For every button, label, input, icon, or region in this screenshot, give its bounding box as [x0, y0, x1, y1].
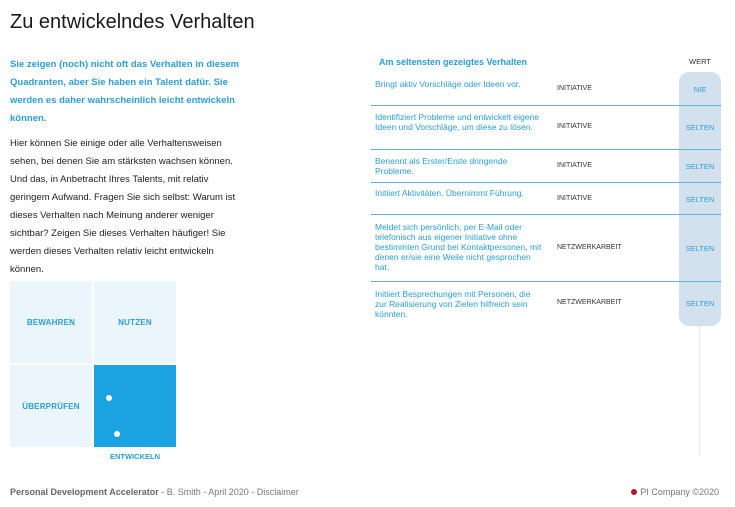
- behavior-text: Bringt aktiv Vorschläge oder Ideen vor.: [375, 79, 521, 89]
- behavior-text: Meldet sich persönlich, per E-Mail oder telefonisch aus eigener Initiative ohne bestimmten Grund bei Kontaktpersonen, mit denen er/sie eine Weile nicht gesprochen hat.: [375, 222, 542, 272]
- behavior-text: Benennt als Erster/Erste dringende Probleme.: [375, 156, 508, 176]
- value-column-header: WERT: [689, 57, 711, 66]
- behavior-text: Identifiziert Probleme und entwickelt eigene Ideen und Vorschläge, um diese zu lösen.: [375, 112, 539, 132]
- quadrant-bewahren: BEWAHREN: [10, 281, 92, 363]
- behavior-category: NETZWERKARBEIT: [557, 244, 622, 251]
- behavior-value: SELTEN: [685, 244, 715, 253]
- table-row: [371, 150, 721, 183]
- behavior-dot: [114, 431, 120, 437]
- intro-description: Hier können Sie einige oder alle Verhaltensweisen sehen, bei denen Sie am stärksten wachsen können. Und das, in Anbetracht Ihres Talents, mit relativ geringem Aufwand. Fragen Sie sich selbst: Warum ist dieses Verhalten nach Meinung anderer weniger sichtbar? Zeigen Sie dieses Verhalten häufiger! Sie werden dieses Verhalten relativ leicht entwickeln können.: [10, 138, 236, 275]
- page-title: Zu entwickelndes Verhalten: [10, 11, 255, 33]
- quadrant-grid: [10, 281, 176, 447]
- behavior-category: INITIATIVE: [557, 195, 592, 202]
- table-row: [371, 183, 721, 215]
- table-row: [371, 72, 721, 106]
- quadrant-entwickeln: [94, 365, 176, 447]
- behavior-value: SELTEN: [685, 299, 715, 308]
- company-name: PI Company ©2020: [640, 487, 719, 497]
- quadrant-ueberpruefen: ÜBERPRÜFEN: [10, 365, 92, 447]
- table-row: [371, 215, 721, 282]
- behavior-text: Initiiert Besprechungen mit Personen, die zur Realisierung von Zielen hilfreich sein könnten.: [375, 289, 531, 319]
- behavior-category: NETZWERKARBEIT: [557, 299, 622, 306]
- behavior-value: SELTEN: [685, 123, 715, 132]
- table-row: [371, 282, 721, 326]
- quadrant-nutzen: NUTZEN: [94, 281, 176, 363]
- behavior-dot: [106, 395, 112, 401]
- footer-details[interactable]: - B. Smith - April 2020 - Disclaimer: [158, 487, 299, 497]
- company-logo-icon: [631, 489, 637, 495]
- behavior-value: SELTEN: [685, 162, 715, 171]
- table-header: Am seltensten gezeigtes Verhalten: [379, 57, 528, 67]
- footer: [10, 487, 299, 497]
- behavior-category: INITIATIVE: [557, 162, 592, 169]
- table-row: [371, 106, 721, 150]
- behavior-value: NIE: [693, 85, 707, 94]
- value-column-guide: [699, 326, 700, 456]
- footer-product: Personal Development Accelerator: [10, 487, 159, 497]
- behavior-value: SELTEN: [685, 195, 715, 204]
- behavior-category: INITIATIVE: [557, 85, 592, 92]
- behavior-text: Initiiert Aktivitäten. Übernimmt Führung.: [375, 188, 524, 198]
- intro-summary: Sie zeigen (noch) nicht oft das Verhalten in diesem Quadranten, aber Sie haben ein Talent dafür. Sie werden es daher wahrscheinlich leicht entwickeln können.: [10, 59, 240, 124]
- behavior-category: INITIATIVE: [557, 123, 592, 130]
- footer-company: [631, 487, 719, 497]
- quadrant-entwickeln-label: ENTWICKELN: [110, 452, 160, 461]
